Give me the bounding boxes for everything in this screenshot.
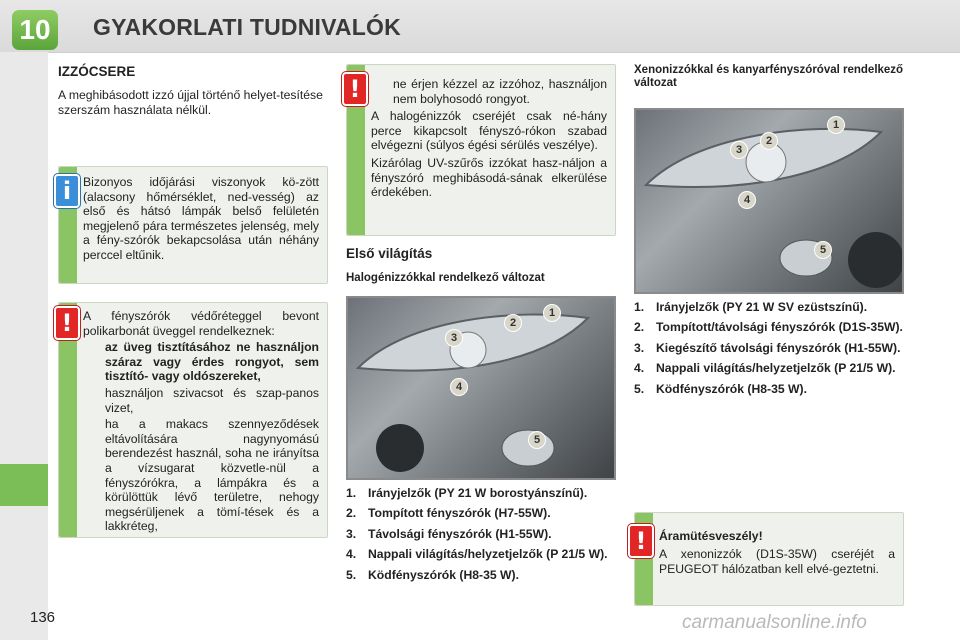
callout-4: 4 bbox=[450, 378, 468, 396]
info-box-text: Bizonyos időjárási viszonyok kö-zött (alacsony hőmérséklet, ned-vesség) az első és hátsó lámpák belső felületén megjelenő pára természetes jelenség, mely a fény-szórók bekapcsolása után néhány perccel eltűnik. bbox=[83, 175, 319, 262]
warning-bullet-2: használjon szivacsot és szap-panos vizet, bbox=[83, 386, 319, 415]
xenon-bulb-list bbox=[634, 300, 914, 402]
list-item: 2. Tompított/távolsági fényszórók (D1S-35W). bbox=[634, 320, 903, 335]
bullet-icon bbox=[83, 340, 105, 384]
callout-1: 1 bbox=[543, 304, 561, 322]
warning-icon: ! bbox=[54, 306, 80, 340]
page-number: 136 bbox=[30, 609, 56, 626]
callout-2: 2 bbox=[760, 132, 778, 150]
danger-title: Áramütésveszély! bbox=[659, 529, 763, 543]
list-item: 4. Nappali világítás/helyzetjelzők (P 21/5 W). bbox=[634, 361, 896, 376]
halogen-headlight-photo bbox=[346, 296, 616, 480]
callout-3: 3 bbox=[445, 329, 463, 347]
bullet-icon bbox=[371, 77, 393, 106]
callout-1: 1 bbox=[827, 116, 845, 134]
bullet-icon bbox=[83, 417, 105, 534]
warning-bullet: ne érjen kézzel az izzóhoz, használjon nem bolyhosodó rongyot. bbox=[371, 77, 607, 106]
warning-bullet-1: az üveg tisztításához ne használjon száraz vagy érdes rongyot, sem tisztító- vagy oldószereket, bbox=[83, 340, 319, 384]
xenon-headlight-photo bbox=[634, 108, 904, 294]
callout-3: 3 bbox=[730, 141, 748, 159]
info-box bbox=[58, 166, 328, 284]
left-margin-band bbox=[0, 52, 48, 640]
chapter-title: GYAKORLATI TUDNIVALÓK bbox=[93, 14, 401, 40]
callout-5: 5 bbox=[814, 241, 832, 259]
warning-intro: A fényszórók védőréteggel bevont polikarbonát üveggel rendelkeznek: bbox=[83, 309, 319, 338]
warning-box-glass bbox=[58, 302, 328, 538]
list-item: 5. Ködfényszórók (H8-35 W). bbox=[634, 381, 808, 396]
danger-box bbox=[634, 512, 904, 606]
callout-2: 2 bbox=[504, 314, 522, 332]
warning-bullet-3: ha a makacs szennyeződések eltávolítására nagynyomású berendezést használ, soha ne irányítsa a vízsugarat közvetle-nül a fényszórókra, a lámpákra és a körülöttük lévő területre, nehogy megsérüljenek a tömí-tések és a lakkréteg, bbox=[83, 417, 319, 534]
list-item: 2. Tompított fényszórók (H7-55W). bbox=[346, 506, 551, 521]
warning-box-content bbox=[83, 309, 319, 534]
headlight-illustration bbox=[348, 298, 614, 478]
list-item: 3. Távolsági fényszórók (H1-55W). bbox=[346, 526, 552, 541]
callout-5: 5 bbox=[528, 431, 546, 449]
variant-subtitle: Xenonizzókkal és kanyarfényszóróval rendelkező változat bbox=[634, 64, 904, 89]
bullet-icon bbox=[83, 386, 105, 415]
list-item: 5. Ködfényszórók (H8-35 W). bbox=[346, 567, 520, 582]
info-icon: i bbox=[54, 174, 80, 208]
watermark: carmanualsonline.info bbox=[682, 612, 867, 633]
intro-text: A meghibásodott izzó újjal történő helyet-tesítése szerszám használata nélkül. bbox=[58, 88, 323, 117]
list-item: 1. Irányjelzők (PY 21 W borostyánszínű). bbox=[346, 486, 588, 500]
variant-subtitle: Halogénizzókkal rendelkező változat bbox=[346, 272, 545, 284]
warning-box-content bbox=[371, 77, 607, 200]
warning-box-bulbs bbox=[346, 64, 616, 236]
chapter-tab-marker bbox=[0, 464, 48, 506]
list-item: 1. Irányjelzők (PY 21 W SV ezüstszínű). bbox=[634, 300, 868, 314]
list-item: 4. Nappali világítás/helyzetjelzők (P 21/5 W). bbox=[346, 547, 608, 562]
section-title: Első világítás bbox=[346, 246, 433, 261]
warning-paragraph-2: Kizárólag UV-szűrős izzókat hasz-náljon a fényszóró meghibásodá-sának elkerülése érdekében. bbox=[371, 155, 607, 200]
warning-paragraph-1: A halogénizzók cseréjét csak né-hány perce kikapcsolt fényszó-rókon szabad elvégezni (súlyos égési sérülés veszélye). bbox=[371, 109, 607, 153]
section-heading: IZZÓCSERE bbox=[58, 64, 136, 79]
chapter-number-badge: 10 bbox=[12, 10, 58, 50]
danger-text: A xenonizzók (D1S-35W) cseréjét a PEUGEOT hálózatban kell elvé-geztetni. bbox=[659, 547, 895, 576]
list-item: 3. Kiegészítő távolsági fényszórók (H1-55W). bbox=[634, 340, 901, 355]
halogen-bulb-list bbox=[346, 486, 612, 588]
callout-4: 4 bbox=[738, 191, 756, 209]
warning-icon: ! bbox=[628, 524, 654, 558]
warning-icon: ! bbox=[342, 72, 368, 106]
